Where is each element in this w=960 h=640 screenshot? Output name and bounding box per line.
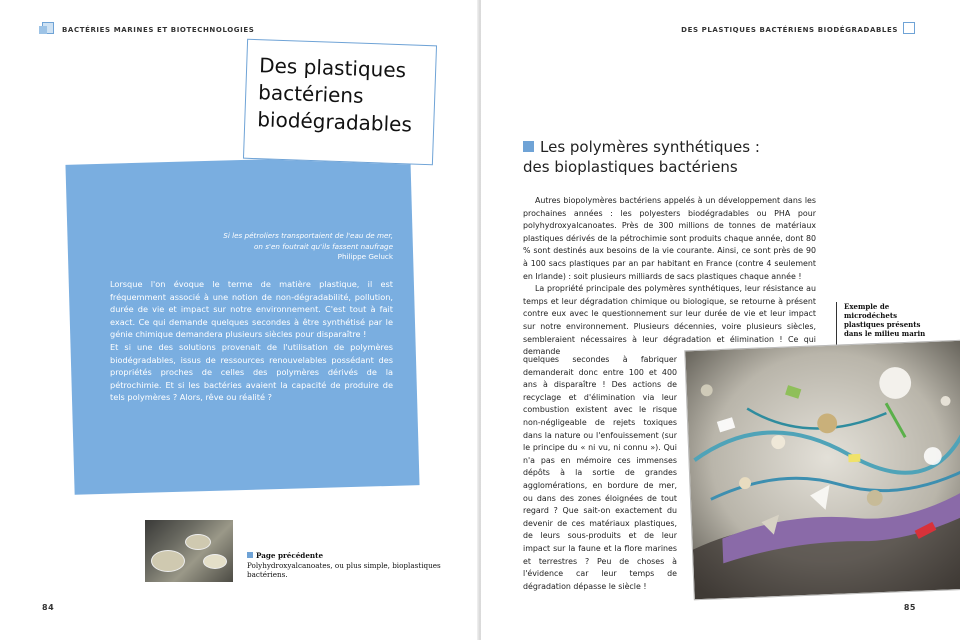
section-heading [523,137,903,177]
body-text-top [523,195,816,359]
heading-square-icon [523,141,534,152]
section-heading-line-1: Les polymères synthétiques : [540,138,760,156]
running-head-square-icon [42,22,54,34]
section-heading-line-2: des bioplastiques bactériens [523,158,738,176]
caption-text: Polyhydroxyalcanoates, ou plus simple, bioplastiques bactériens. [247,560,441,580]
body-paragraph-1: Autres biopolymères bactériens appelés à un développement dans les prochaines années : les polyesters biodégradables ou PHA pour polyhydroxyalcanoates. Près de 300 millions de tonnes de matériaux plastiques dérivés de la pétrochimie sont produits chaque année, dont 80 % sont destinés aux besoins de la vie courante. Ainsi, ce sont près de 90 à 100 sacs plastiques par an par habitant en France (contre 4 seulement en Irlande) : soit plusieurs milliards de sacs plastiques chaque année ! [523,196,816,281]
right-page [481,0,960,640]
caption-square-icon [247,552,253,558]
caption-title: Page précédente [256,551,324,560]
previous-page-thumbnail [145,520,233,582]
running-head-square-icon [903,22,915,34]
caption-rule [836,302,837,350]
epigraph-line-2: on s'en foutrait qu'ils fassent naufrage [254,242,393,251]
epigraph-line-1: Si les pétroliers transportaient de l'eau de mer, [223,231,393,240]
body-paragraph-2: La propriété principale des polymères synthétiques, leur résistance au temps et leur dégradation chimique ou biologique, se retourne à présent contre eux avec le questionnement sur leur durée de vie et leur impact sur notre environnement. Plusieurs décennies, voire plusieurs siècles, sembleraient nécessaires à leur dégradation et élimination ! Ce qui demande [523,284,816,357]
microplastics-photo [684,340,960,600]
running-head-right: DES PLASTIQUES BACTÉRIENS BIODÉGRADABLES [681,26,898,34]
intro-paragraph-2: Et si une des solutions provenait de l'utilisation de polymères biodégradables, issus de ressources renouvelables possédant des propriétés proches de celles des polymères dérivés de la pétrochimie. Et si les bactéries avaient la capacité de produire de tels polymères ? Alors, rêve ou réalité ? [110,341,393,403]
photo-caption: Exemple de microdéchets plastiques présents dans le milieu marin [844,302,926,338]
epigraph-author: Philippe Geluck [337,252,393,261]
page-number-right: 85 [903,603,916,612]
microplastics-image [685,341,960,599]
intro-paragraph-1: Lorsque l'on évoque le terme de matière plastique, il est fréquemment associé à une notion de non-dégradabilité, pollution, durée de vie et impact sur notre environnement. C'est tout à fait exact. Ce qui demande quelques secondes à être synthétisé par le génie chimique demandera plusieurs siècles pour disparaître ! [110,279,393,340]
running-head-left: BACTÉRIES MARINES ET BIOTECHNOLOGIES [62,26,255,34]
chapter-title-frame [243,39,437,166]
body-text-narrow: quelques secondes à fabriquer demanderait donc entre 100 et 400 ans à disparaître ! Des actions de recyclage et d'élimination via leur combustion existent avec le risque non-négligeable de rejets toxiques dans la nature ou l'enfouissement (sur le principe du « ni vu, ni connu »). Qui n'a pas en mémoire ces immenses dépôts à la sortie de grandes agglomérations, en bordure de mer, ou dans des zones éloignées de tout regard ? Que sait-on exactement du devenir de ces matériaux plastiques, de leurs sous-produits et de leur impact sur la faune et la flore marines et terrestres ? Peu de choses à l'évidence car leur temps de dégradation dépasse le siècle ! [523,355,677,591]
chapter-title: Des plastiques bactériens biodégradables [256,53,413,137]
intro-text [110,278,393,404]
left-page [0,0,479,640]
thumbnail-caption [247,551,447,580]
epigraph [88,230,393,252]
page-number-left: 84 [42,603,55,612]
